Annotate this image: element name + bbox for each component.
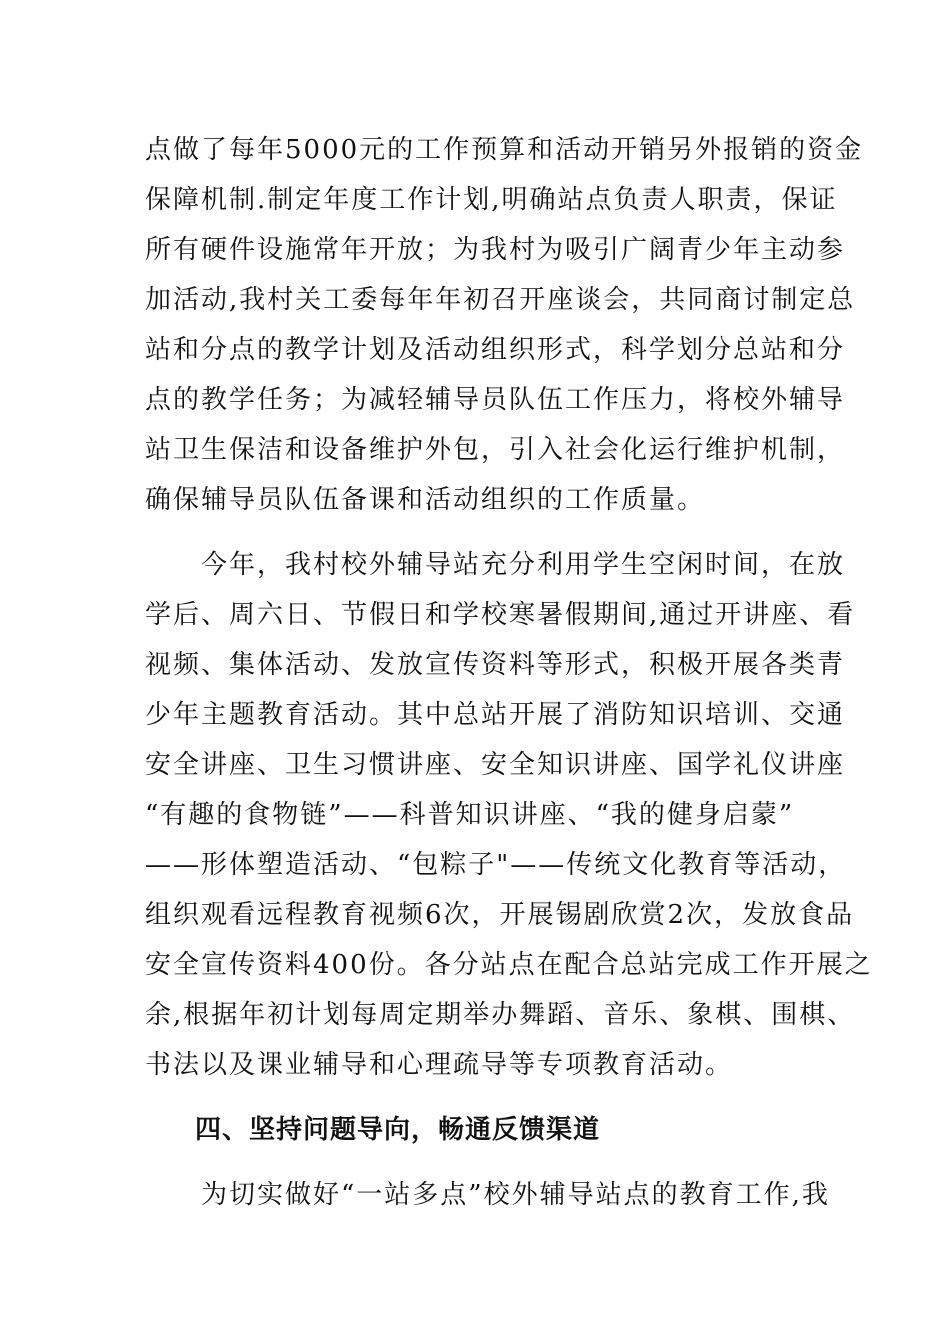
text-line: 组织观看远程教育视频6次，开展锡剧欣赏2次，发放食品 bbox=[145, 900, 855, 930]
text-line: 安全讲座、卫生习惯讲座、安全知识讲座、国学礼仪讲座 bbox=[145, 750, 846, 780]
text-line: 站卫生保洁和设备维护外包，引入社会化运行维护机制， bbox=[145, 435, 846, 465]
text-line: 学后、周六日、节假日和学校寒暑假期间,通过开讲座、看 bbox=[145, 600, 856, 630]
text-line: 站和分点的教学计划及活动组织形式，科学划分总站和分 bbox=[145, 335, 846, 365]
text-line: 书法以及课业辅导和心理疏导等专项教育活动。 bbox=[145, 1050, 734, 1080]
text-line: 点的教学任务；为减轻辅导员队伍工作压力，将校外辅导 bbox=[145, 385, 846, 415]
text-line: 点做了每年5000元的工作预算和活动开销另外报销的资金 bbox=[145, 135, 864, 165]
text-line: “有趣的食物链”——科普知识讲座、“我的健身启蒙” bbox=[145, 800, 795, 830]
text-line: 余,根据年初计划每周定期举办舞蹈、音乐、象棋、围棋、 bbox=[145, 1000, 856, 1030]
text-line: 确保辅导员队伍备课和活动组织的工作质量。 bbox=[145, 485, 706, 515]
text-line: 加活动,我村关工委每年年初召开座谈会，共同商讨制定总 bbox=[145, 285, 856, 315]
paragraph-activities-this-year bbox=[145, 540, 873, 1090]
paragraph-budget-mechanism bbox=[145, 125, 864, 525]
text-line: ——形体塑造活动、“包粽子"——传统文化教育等活动， bbox=[145, 850, 847, 880]
text-line: 保障机制.制定年度工作计划,明确站点负责人职责，保证 bbox=[145, 185, 838, 215]
text-line: 今年，我村校外辅导站充分利用学生空闲时间，在放 bbox=[145, 550, 846, 580]
section-heading: 四、坚持问题导向，畅通反馈渠道 bbox=[195, 1115, 601, 1145]
text-line: 安全宣传资料400份。各分站点在配合总站完成工作开展之 bbox=[145, 950, 873, 980]
text-line: 为切实做好“一站多点”校外辅导站点的教育工作,我 bbox=[145, 1180, 830, 1210]
paragraph-feedback-intro bbox=[145, 1170, 830, 1220]
text-line: 视频、集体活动、发放宣传资料等形式，积极开展各类青 bbox=[145, 650, 846, 680]
text-line: 所有硬件设施常年开放；为我村为吸引广阔青少年主动参 bbox=[145, 235, 846, 265]
text-line: 少年主题教育活动。其中总站开展了消防知识培训、交通 bbox=[145, 700, 846, 730]
